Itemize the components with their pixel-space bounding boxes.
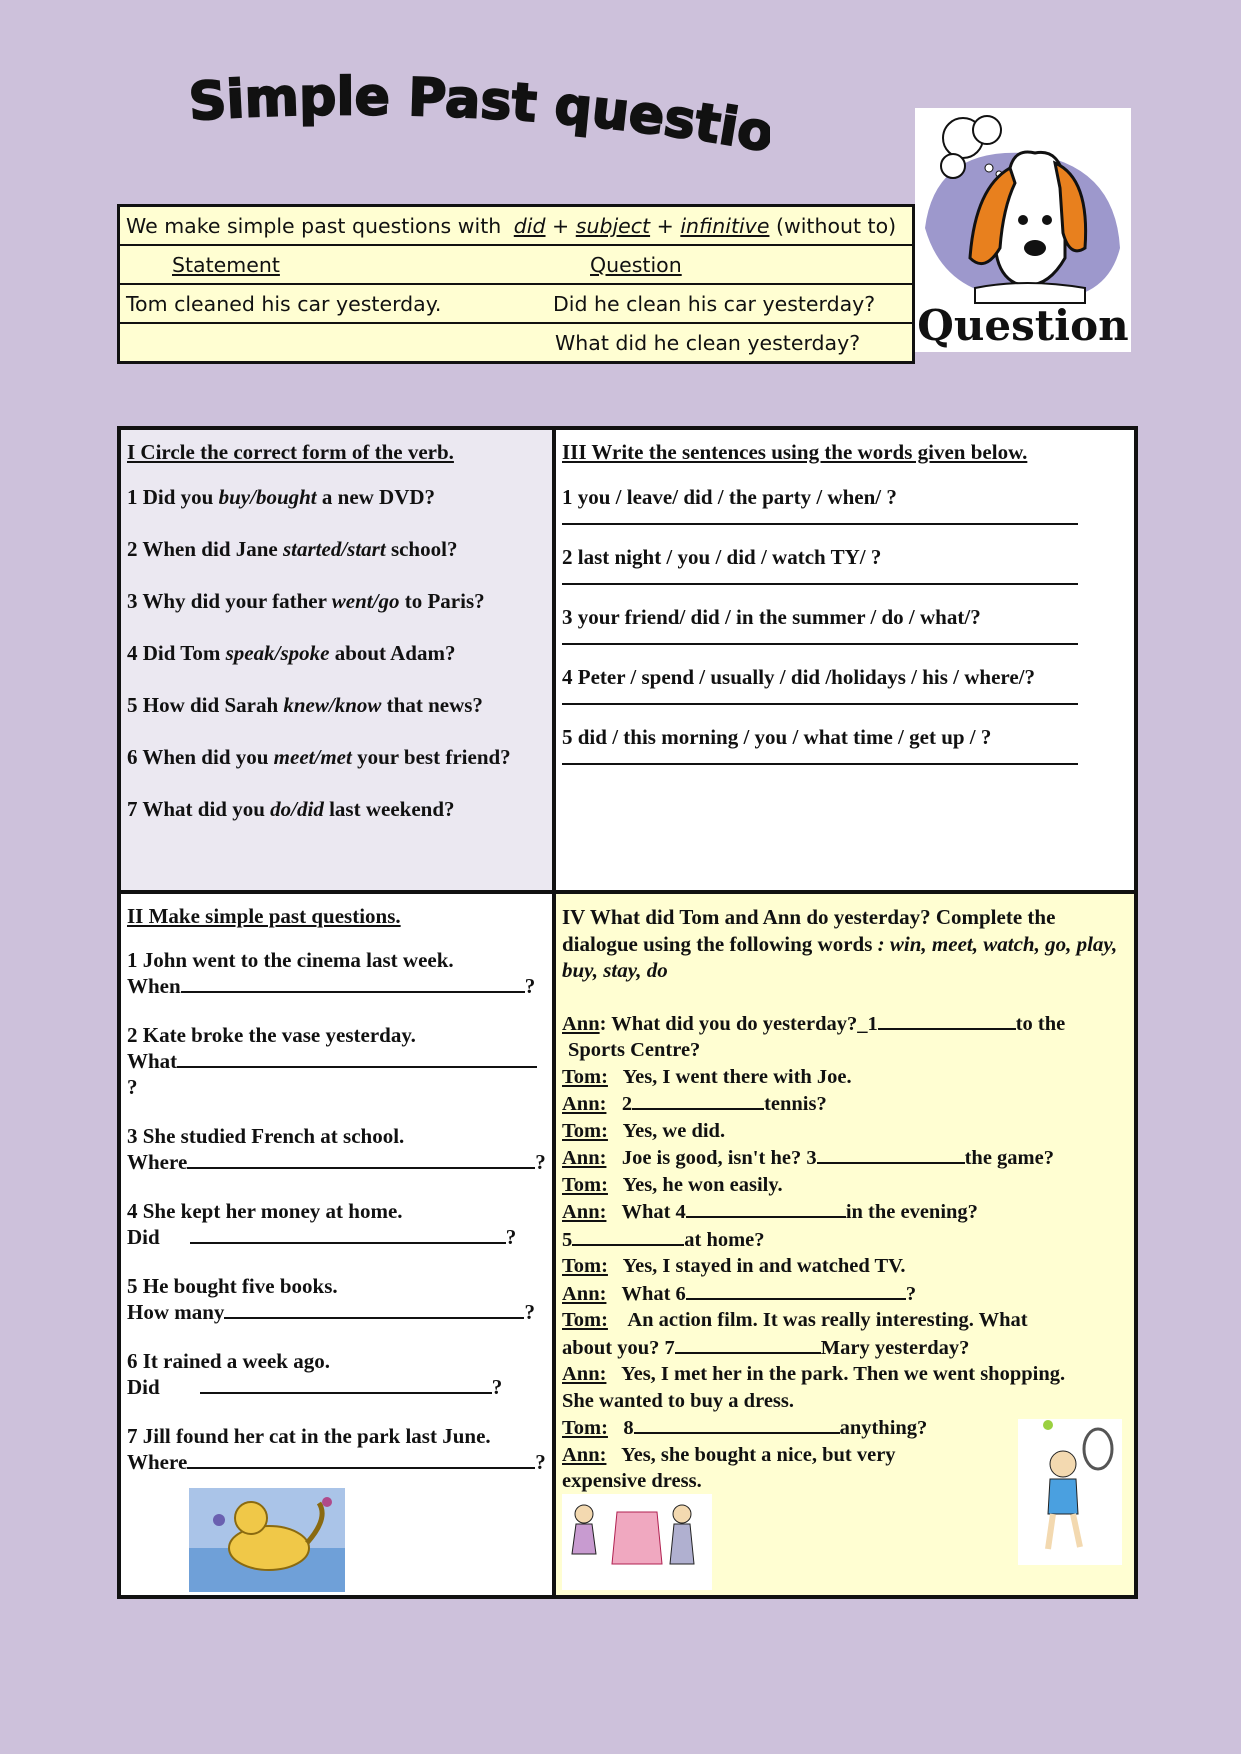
verb-options[interactable]: do/did — [270, 797, 324, 821]
word-prompt: 3 your friend/ did / in the summer / do / what/? — [562, 605, 981, 629]
word-prompt: 2 last night / you / did / watch TY/ ? — [562, 545, 882, 569]
rule-infinitive: infinitive — [680, 214, 770, 238]
line-text: 2 — [621, 1093, 633, 1115]
question-item — [127, 1022, 546, 1100]
line-text: Sports Centre? — [568, 1039, 701, 1061]
section-heading: I Circle the correct form of the verb. — [127, 440, 454, 464]
item-text: 3 Why did your father — [127, 589, 327, 613]
line-text: Yes, we did. — [622, 1119, 726, 1142]
line-text: at home? — [684, 1228, 765, 1251]
question-word: Where — [127, 1450, 188, 1474]
verb-options[interactable]: buy/bought — [218, 485, 317, 509]
circle-verb-item — [127, 483, 546, 511]
exercise-dialogue — [556, 894, 1134, 1595]
exercise-write-sentences — [556, 430, 1134, 894]
speaker-ann: Ann: — [562, 1201, 607, 1223]
circle-verb-item — [127, 587, 546, 615]
line-text: about you? 7 — [562, 1336, 675, 1359]
question-word: How many — [127, 1300, 225, 1324]
exercise-grid — [117, 426, 1138, 1599]
item-text: last weekend? — [329, 797, 455, 821]
item-text: 5 How did Sarah — [127, 693, 279, 717]
word-prompt: 5 did / this morning / you / what time / get up / ? — [562, 725, 992, 749]
question-mark: ? — [127, 1075, 138, 1099]
question-mark: ? — [535, 1150, 546, 1174]
question-word: When — [127, 974, 181, 998]
blank-5[interactable] — [572, 1226, 684, 1246]
svg-text:Simple Past questions — [180, 70, 770, 165]
circle-verb-item — [127, 535, 546, 563]
circle-verb-item — [127, 691, 546, 719]
item-text: 2 When did Jane — [127, 537, 278, 561]
line-text: Yes, he won easily. — [622, 1173, 783, 1196]
speaker-ann: Ann — [562, 1012, 600, 1035]
title-text: Simple Past questi — [187, 70, 743, 159]
answer-blank[interactable] — [190, 1224, 506, 1244]
line-text: Yes, I went there with Joe. — [622, 1065, 852, 1088]
example-question: What did he clean yesterday? — [555, 331, 861, 355]
cat-illustration — [189, 1488, 345, 1592]
page-title — [180, 70, 770, 180]
sentence-item — [562, 663, 1128, 705]
speaker-tom: Tom: — [562, 1255, 608, 1277]
question-dog-illustration — [915, 108, 1131, 352]
rule-did: did — [513, 214, 546, 238]
speaker-ann: Ann: — [562, 1363, 607, 1385]
speaker-tom: Tom: — [562, 1065, 608, 1088]
question-item — [127, 1198, 546, 1250]
line-text: Yes, she bought a nice, but very — [621, 1443, 896, 1466]
blank-1[interactable] — [878, 1010, 1016, 1030]
line-text: What 4 — [621, 1201, 686, 1223]
sentence-item — [562, 603, 1128, 645]
answer-blank[interactable] — [187, 1449, 535, 1469]
question-mark: ? — [535, 1450, 546, 1474]
answer-line[interactable] — [562, 755, 1078, 765]
answer-line[interactable] — [562, 695, 1078, 705]
item-text: 1 Did you — [127, 485, 214, 509]
statement: 1 John went to the cinema last week. — [127, 948, 454, 972]
word-prompt: 4 Peter / spend / usually / did /holidays / his / where/? — [562, 665, 1035, 689]
header-row — [120, 246, 912, 285]
exercise-make-questions — [121, 894, 556, 1595]
example-statement: Tom cleaned his car yesterday. — [126, 292, 442, 316]
line-text: Yes, I stayed in and watched TV. — [622, 1255, 906, 1277]
example-question: Did he clean his car yesterday? — [553, 292, 876, 316]
line-text: 5 — [562, 1228, 573, 1251]
tennis-player-illustration — [1018, 1419, 1122, 1565]
blank-6[interactable] — [686, 1280, 906, 1300]
rule-suffix: (without to) — [775, 214, 897, 238]
speaker-ann: Ann: — [562, 1443, 607, 1466]
answer-blank[interactable] — [177, 1048, 537, 1068]
answer-line[interactable] — [562, 515, 1078, 525]
example-row — [120, 324, 912, 361]
line-text: Joe is good, isn't he? 3 — [621, 1147, 817, 1169]
item-text: that news? — [386, 693, 483, 717]
answer-blank[interactable] — [187, 1149, 535, 1169]
answer-blank[interactable] — [181, 973, 525, 993]
word-prompt: 1 you / leave/ did / the party / when/ ? — [562, 485, 897, 509]
question-word: Did — [127, 1225, 160, 1249]
rule-plus: + — [552, 214, 570, 238]
question-word: What — [127, 1049, 178, 1073]
circle-verb-item — [127, 795, 546, 823]
line-text: in the evening? — [845, 1201, 978, 1223]
heading-colon: : — [877, 931, 885, 956]
blank-4[interactable] — [686, 1198, 846, 1218]
speaker-tom: Tom: — [562, 1309, 608, 1331]
question-word: Where — [127, 1150, 188, 1174]
answer-line[interactable] — [562, 575, 1078, 585]
statement: 5 He bought five books. — [127, 1274, 338, 1298]
question-mark: ? — [505, 1225, 517, 1249]
question-mark: ? — [524, 1300, 535, 1324]
item-text: your best friend? — [357, 745, 511, 769]
rule-prefix: We make simple past questions with — [126, 214, 502, 238]
line-text: the game? — [964, 1147, 1054, 1169]
question-item — [127, 1348, 546, 1400]
speaker-tom: Tom: — [562, 1173, 608, 1196]
col-statement: Statement — [172, 253, 280, 277]
sentence-item — [562, 723, 1128, 765]
verb-options[interactable]: speak/spoke — [225, 641, 330, 665]
dialogue-instructions — [562, 904, 1130, 984]
question-mark: ? — [491, 1375, 503, 1399]
line-text: expensive dress. — [562, 1470, 702, 1492]
question-item — [127, 1123, 546, 1175]
speaker-ann: Ann: — [562, 1093, 607, 1115]
rule-row — [120, 207, 912, 246]
speaker-ann: Ann: — [562, 1147, 607, 1169]
question-item — [127, 1423, 546, 1475]
line-text: to the — [1015, 1012, 1066, 1035]
item-text: 4 Did Tom — [127, 641, 221, 665]
statement: 3 She studied French at school. — [127, 1124, 405, 1148]
speaker-tom: Tom: — [562, 1119, 608, 1142]
blank-3[interactable] — [817, 1144, 965, 1164]
verb-options[interactable]: went/go — [331, 589, 400, 613]
question-item — [127, 947, 546, 999]
verb-options[interactable]: knew/know — [283, 693, 382, 717]
question-word: Did — [127, 1375, 160, 1399]
example-row — [120, 285, 912, 324]
item-text: 6 When did you — [127, 745, 269, 769]
grammar-rule-table — [117, 204, 915, 364]
sentence-item — [562, 483, 1128, 525]
word-bank: win, meet, watch, go, play, buy, stay, do — [562, 931, 1118, 982]
line-text: 8 — [623, 1417, 634, 1439]
item-text: school? — [390, 537, 458, 561]
shopping-illustration — [562, 1494, 712, 1590]
item-text: about Adam? — [334, 641, 456, 665]
speaker-tom: Tom: — [562, 1417, 608, 1439]
line-text: : What did you do yesterday?_1 — [599, 1012, 878, 1035]
line-text: She wanted to buy a dress. — [562, 1389, 794, 1412]
verb-options[interactable]: started/start — [283, 537, 386, 561]
circle-verb-item — [127, 639, 546, 667]
speaker-ann: Ann: — [562, 1282, 607, 1305]
line-text: tennis? — [764, 1093, 827, 1115]
exercise-circle-verb — [121, 430, 556, 894]
dog-caption: Question — [917, 301, 1129, 350]
line-text: Mary yesterday? — [820, 1336, 970, 1359]
section-heading: II Make simple past questions. — [127, 904, 401, 928]
line-text: ? — [905, 1282, 917, 1305]
answer-line[interactable] — [562, 635, 1078, 645]
answer-blank[interactable] — [200, 1374, 492, 1394]
col-question: Question — [590, 253, 682, 277]
blank-2[interactable] — [632, 1090, 764, 1110]
sentence-item — [562, 543, 1128, 585]
statement: 6 It rained a week ago. — [127, 1349, 330, 1373]
item-text: 7 What did you — [127, 797, 265, 821]
verb-options[interactable]: meet/met — [273, 745, 352, 769]
question-item — [127, 1273, 546, 1325]
item-text: to Paris? — [404, 589, 485, 613]
answer-blank[interactable] — [224, 1299, 524, 1319]
question-mark: ? — [524, 974, 536, 998]
statement: 7 Jill found her cat in the park last June. — [127, 1424, 491, 1448]
item-text: a new DVD? — [321, 485, 436, 509]
blank-7[interactable] — [675, 1334, 821, 1354]
blank-8[interactable] — [634, 1414, 840, 1434]
line-text: Yes, I met her in the park. Then we went shopping. — [621, 1363, 1066, 1385]
section-heading: III Write the sentences using the words given below. — [562, 440, 1028, 464]
circle-verb-item — [127, 743, 546, 771]
rule-subject: subject — [575, 214, 651, 238]
statement: 4 She kept her money at home. — [127, 1199, 403, 1223]
dialogue-heading: IV What did Tom and Ann do yesterday? Complete the dialogue using the following words — [562, 905, 1056, 956]
rule-plus: + — [656, 214, 674, 238]
line-text: An action film. It was really interesting. What — [627, 1309, 1028, 1331]
line-text: What 6 — [621, 1282, 686, 1305]
line-text: anything? — [839, 1417, 928, 1439]
statement: 2 Kate broke the vase yesterday. — [127, 1023, 416, 1047]
